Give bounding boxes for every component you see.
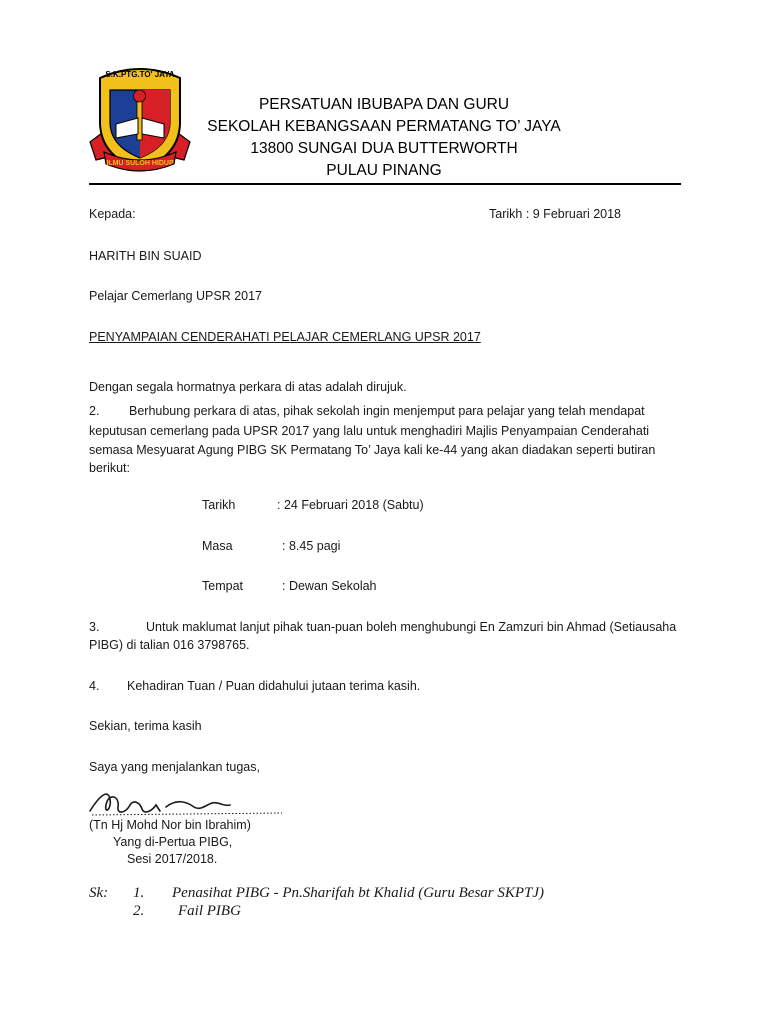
closing-thanks: Sekian, terima kasih xyxy=(89,719,202,733)
detail-time-value: : 8.45 pagi xyxy=(282,539,341,553)
detail-venue-value: : Dewan Sekolah xyxy=(282,579,377,593)
para2-first-line: Berhubung perkara di atas, pihak sekolah ingin menjemput para pelajar yang telah mendapat xyxy=(129,404,645,418)
logo-top-text: S.K.PTG.TO' JAYA xyxy=(105,70,175,79)
cc-label: Sk: xyxy=(89,885,109,901)
cc-item-2-text: Fail PIBG xyxy=(178,903,241,919)
detail-date-label: Tarikh xyxy=(202,498,236,512)
signer-session: Sesi 2017/2018. xyxy=(127,852,218,866)
opening-line: Dengan segala hormatnya perkara di atas adalah dirujuk. xyxy=(89,380,407,394)
letter-date: Tarikh : 9 Februari 2018 xyxy=(489,207,622,221)
signer-name: (Tn Hj Mohd Nor bin Ibrahim) xyxy=(89,818,251,832)
signer-role: Yang di-Pertua PIBG, xyxy=(113,835,233,849)
cc-item-1-text: Penasihat PIBG - Pn.Sharifah bt Khalid (Guru Besar SKPTJ) xyxy=(172,885,545,901)
header-state: PULAU PINANG xyxy=(326,162,442,179)
logo-motto: ILMU SULOH HIDUP xyxy=(106,160,174,167)
cc-item-1-number: 1. xyxy=(133,885,145,901)
to-label: Kepada: xyxy=(89,207,136,221)
para2-number: 2. xyxy=(89,404,100,418)
para3-first-line: Untuk maklumat lanjut pihak tuan-puan boleh menghubungi En Zamzuri bin Ahmad (Setiausaha xyxy=(146,620,677,634)
header-address: 13800 SUNGAI DUA BUTTERWORTH xyxy=(250,140,518,157)
detail-time-label: Masa xyxy=(202,539,233,553)
header-school: SEKOLAH KEBANGSAAN PERMATANG TO’ JAYA xyxy=(207,118,561,135)
para4-text: Kehadiran Tuan / Puan didahului jutaan terima kasih. xyxy=(127,679,421,693)
recipient-name: HARITH BIN SUAID xyxy=(89,249,202,263)
para2-body: keputusan cemerlang pada UPSR 2017 yang lalu untuk menghadiri Majlis Penyampaian Cenderahati semasa Mesyuarat Agung PIBG SK Permatang To’ Jaya kali ke-44 yang akan diadakan seperti butiran berikut: xyxy=(89,424,656,475)
cc-item-2-number: 2. xyxy=(133,903,145,919)
recipient-title: Pelajar Cemerlang UPSR 2017 xyxy=(89,289,263,303)
detail-date-value: : 24 Februari 2018 (Sabtu) xyxy=(277,498,424,512)
school-logo xyxy=(86,60,194,176)
handwritten-signature xyxy=(86,785,286,821)
header-rule xyxy=(89,183,681,185)
para3-second-line: PIBG) di talian 016 3798765. xyxy=(89,638,250,652)
closing-duty: Saya yang menjalankan tugas, xyxy=(89,760,260,774)
detail-venue-label: Tempat xyxy=(202,579,243,593)
header-org: PERSATUAN IBUBAPA DAN GURU xyxy=(258,96,510,113)
para3-number: 3. xyxy=(89,620,100,634)
letter-subject: PENYAMPAIAN CENDERAHATI PELAJAR CEMERLANG UPSR 2017 xyxy=(89,330,481,344)
para4-number: 4. xyxy=(89,679,100,693)
